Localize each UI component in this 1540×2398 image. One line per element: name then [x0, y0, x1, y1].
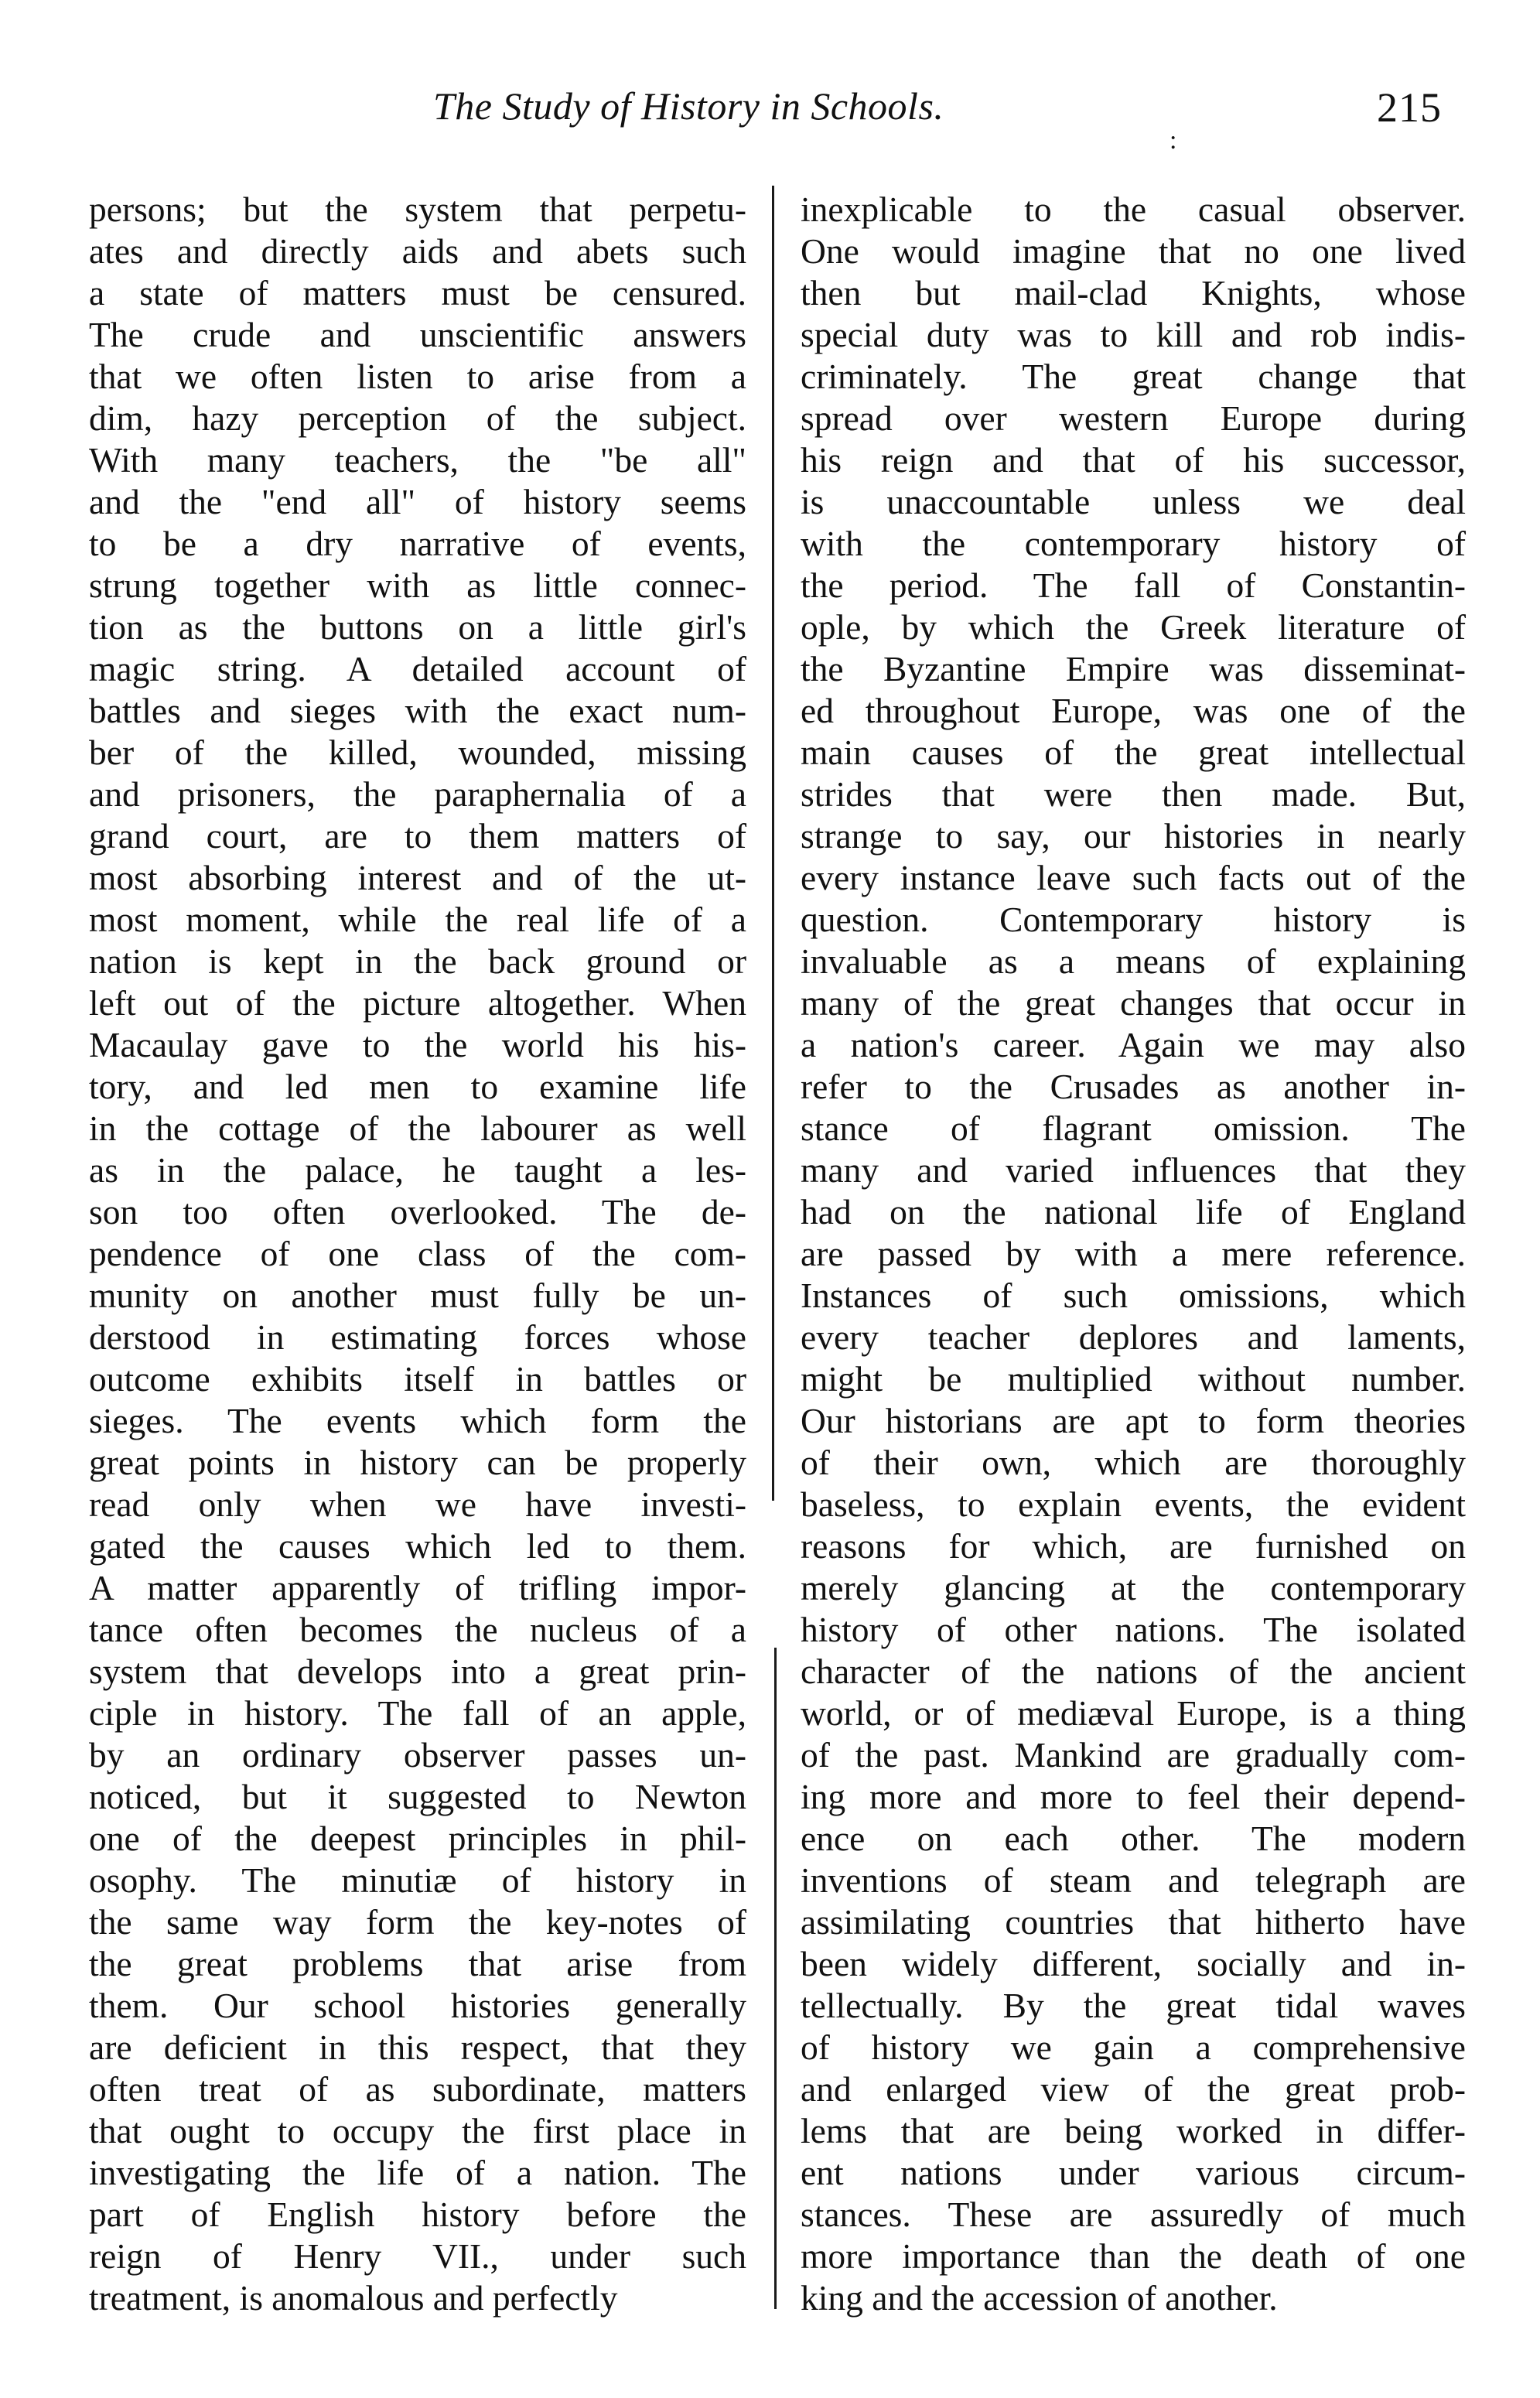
text-line: nation is kept in the back ground or — [89, 941, 746, 981]
text-line: stances. These are assuredly of much — [801, 2195, 1466, 2234]
text-line: refer to the Crusades as another in- — [801, 1067, 1466, 1106]
text-line: to be a dry narrative of events, — [89, 524, 746, 563]
text-line: assimilating countries that hitherto have — [801, 1902, 1466, 1942]
text-line: and prisoners, the paraphernalia of a — [89, 774, 746, 814]
text-line: is unaccountable unless we deal — [801, 482, 1466, 521]
text-line: that we often listen to arise from a — [89, 357, 746, 396]
text-line: strung together with as little connec- — [89, 565, 746, 605]
text-line: most absorbing interest and of the ut- — [89, 858, 746, 897]
text-line: many and varied influences that they — [801, 1150, 1466, 1190]
text-line: Macaulay gave to the world his his- — [89, 1025, 746, 1064]
text-line: ed throughout Europe, was one of the — [801, 691, 1466, 730]
text-line: sieges. The events which form the — [89, 1401, 746, 1440]
text-line: ence on each other. The modern — [801, 1819, 1466, 1858]
text-line: invaluable as a means of explaining — [801, 941, 1466, 981]
text-line: noticed, but it suggested to Newton — [89, 1777, 746, 1816]
text-line: ople, by which the Greek literature of — [801, 607, 1466, 647]
column-divider-lower — [774, 1648, 777, 2309]
text-line: inventions of steam and telegraph are — [801, 1860, 1466, 1900]
text-line: baseless, to explain events, the evident — [801, 1484, 1466, 1524]
text-line: of the past. Mankind are gradually com- — [801, 1735, 1466, 1775]
text-line: Instances of such omissions, which — [801, 1276, 1466, 1315]
text-line: in the cottage of the labourer as well — [89, 1108, 746, 1148]
header-mark: : — [1170, 126, 1177, 155]
text-line: the same way form the key-notes of — [89, 1902, 746, 1942]
text-line: that ought to occupy the first place in — [89, 2111, 746, 2150]
text-line: a nation's career. Again we may also — [801, 1025, 1466, 1064]
text-line: and enlarged view of the great prob- — [801, 2069, 1466, 2109]
text-line: the Byzantine Empire was disseminat- — [801, 649, 1466, 688]
text-line: one of the deepest principles in phil- — [89, 1819, 746, 1858]
text-line: been widely different, socially and in- — [801, 1944, 1466, 1983]
text-line: read only when we have investi- — [89, 1484, 746, 1524]
text-line: more importance than the death of one — [801, 2236, 1466, 2276]
text-column-left — [89, 189, 746, 2319]
text-line: often treat of as subordinate, matters — [89, 2069, 746, 2109]
text-line: ent nations under various circum- — [801, 2153, 1466, 2192]
text-line: as in the palace, he taught a les- — [89, 1150, 746, 1190]
text-line: pendence of one class of the com- — [89, 1234, 746, 1273]
text-line: son too often overlooked. The de- — [89, 1192, 746, 1231]
text-line: a state of matters must be censured. — [89, 273, 746, 313]
text-line: by an ordinary observer passes un- — [89, 1735, 746, 1775]
text-line: osophy. The minutiæ of history in — [89, 1860, 746, 1900]
text-line: of their own, which are thoroughly — [801, 1443, 1466, 1482]
text-line: ing more and more to feel their depend- — [801, 1777, 1466, 1816]
text-line: persons; but the system that perpetu- — [89, 190, 746, 229]
text-line: might be multiplied without number. — [801, 1359, 1466, 1399]
text-line: outcome exhibits itself in battles or — [89, 1359, 746, 1399]
text-line: grand court, are to them matters of — [89, 816, 746, 856]
text-line: are passed by with a mere reference. — [801, 1234, 1466, 1273]
text-column-right — [801, 189, 1466, 2319]
text-line: are deficient in this respect, that they — [89, 2027, 746, 2067]
text-line: munity on another must fully be un- — [89, 1276, 746, 1315]
text-line: most moment, while the real life of a — [89, 900, 746, 939]
text-line: A matter apparently of trifling impor- — [89, 1568, 746, 1607]
text-line: With many teachers, the "be all" — [89, 440, 746, 480]
text-line: The crude and unscientific answers — [89, 315, 746, 354]
text-line: spread over western Europe during — [801, 398, 1466, 438]
text-line: tion as the buttons on a little girl's — [89, 607, 746, 647]
text-line: tellectually. By the great tidal waves — [801, 1986, 1466, 2025]
text-line: ates and directly aids and abets such — [89, 231, 746, 271]
text-line: left out of the picture altogether. When — [89, 983, 746, 1023]
running-title: The Study of History in Schools. — [433, 84, 944, 128]
text-line: of history we gain a comprehensive — [801, 2027, 1466, 2067]
text-line: every instance leave such facts out of the — [801, 858, 1466, 897]
text-line: king and the accession of another. — [801, 2278, 1278, 2318]
text-line: them. Our school histories generally — [89, 1986, 746, 2025]
text-line: stance of flagrant omission. The — [801, 1108, 1466, 1148]
text-line: merely glancing at the contemporary — [801, 1568, 1466, 1607]
text-line: system that develops into a great prin- — [89, 1652, 746, 1691]
text-line: gated the causes which led to them. — [89, 1526, 746, 1566]
text-line: world, or of mediæval Europe, is a thing — [801, 1693, 1466, 1733]
text-line: inexplicable to the casual observer. — [801, 190, 1466, 229]
text-line: investigating the life of a nation. The — [89, 2153, 746, 2192]
text-line: strides that were then made. But, — [801, 774, 1466, 814]
text-line: ber of the killed, wounded, missing — [89, 733, 746, 772]
text-line: dim, hazy perception of the subject. — [89, 398, 746, 438]
text-line: strange to say, our histories in nearly — [801, 816, 1466, 856]
text-line: the great problems that arise from — [89, 1944, 746, 1983]
text-line: treatment, is anomalous and perfectly — [89, 2278, 618, 2318]
text-line: Our historians are apt to form theories — [801, 1401, 1466, 1440]
text-line: criminately. The great change that — [801, 357, 1466, 396]
page-number: 215 — [1377, 84, 1442, 131]
text-line: his reign and that of his successor, — [801, 440, 1466, 480]
text-line: great points in history can be properly — [89, 1443, 746, 1482]
text-line: special duty was to kill and rob indis- — [801, 315, 1466, 354]
text-line: tance often becomes the nucleus of a — [89, 1610, 746, 1649]
text-line: history of other nations. The isolated — [801, 1610, 1466, 1649]
text-line: then but mail-clad Knights, whose — [801, 273, 1466, 313]
text-line: reign of Henry VII., under such — [89, 2236, 746, 2276]
text-line: the period. The fall of Constantin- — [801, 565, 1466, 605]
text-line: derstood in estimating forces whose — [89, 1317, 746, 1357]
text-line: main causes of the great intellectual — [801, 733, 1466, 772]
text-line: magic string. A detailed account of — [89, 649, 746, 688]
column-divider — [772, 186, 774, 1501]
text-line: ciple in history. The fall of an apple, — [89, 1693, 746, 1733]
text-line: tory, and led men to examine life — [89, 1067, 746, 1106]
text-line: character of the nations of the ancient — [801, 1652, 1466, 1691]
text-line: many of the great changes that occur in — [801, 983, 1466, 1023]
text-line: and the "end all" of history seems — [89, 482, 746, 521]
text-line: battles and sieges with the exact num- — [89, 691, 746, 730]
text-line: One would imagine that no one lived — [801, 231, 1466, 271]
text-line: every teacher deplores and laments, — [801, 1317, 1466, 1357]
text-line: question. Contemporary history is — [801, 900, 1466, 939]
text-line: lems that are being worked in differ- — [801, 2111, 1466, 2150]
text-line: had on the national life of England — [801, 1192, 1466, 1231]
text-line: with the contemporary history of — [801, 524, 1466, 563]
text-line: reasons for which, are furnished on — [801, 1526, 1466, 1566]
text-line: part of English history before the — [89, 2195, 746, 2234]
